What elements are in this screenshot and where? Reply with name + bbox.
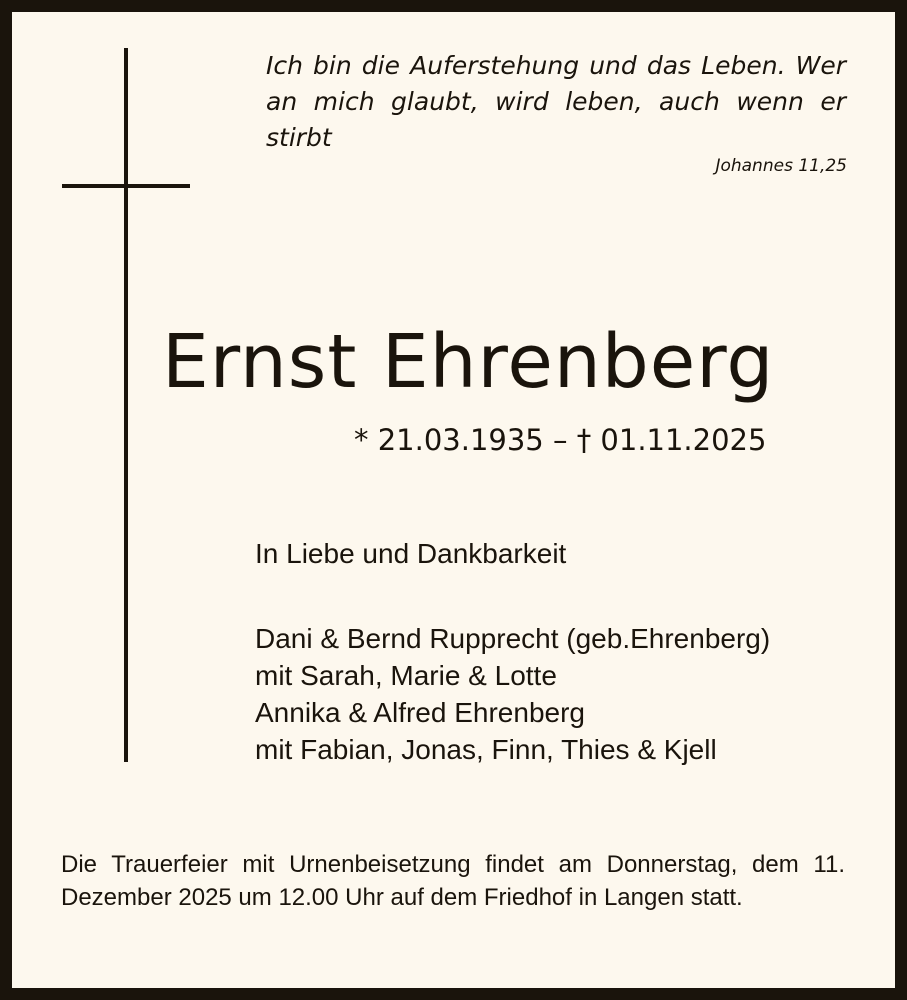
mourners-list <box>255 620 770 768</box>
bible-verse: Ich bin die Auferstehung und das Leben. Wer an mich glaubt, wird leben, auch wenn er stirbt <box>266 51 846 152</box>
mourner-line: Dani & Bernd Rupprecht (geb.Ehrenberg) <box>255 623 771 654</box>
bible-verse-reference: Johannes 11,25 <box>715 156 847 176</box>
dedication-line: In Liebe und Dankbarkeit <box>255 538 567 569</box>
mourner-line: mit Sarah, Marie & Lotte <box>255 660 557 691</box>
life-dates: * 21.03.1935 – † 01.11.2025 <box>354 423 767 457</box>
obituary-card <box>12 12 895 988</box>
deceased-name: Ernst Ehrenberg <box>162 319 775 405</box>
funeral-service-notice: Die Trauerfeier mit Urnenbeisetzung findet am Donnerstag, dem 11. Dezember 2025 um 12.00 Uhr auf dem Friedhof in Langen statt. <box>61 851 845 911</box>
mourner-line: Annika & Alfred Ehrenberg <box>255 697 585 728</box>
cross-horizontal-beam <box>62 184 190 188</box>
mourner-line: mit Fabian, Jonas, Finn, Thies & Kjell <box>255 734 717 765</box>
cross-vertical-beam <box>124 48 128 762</box>
